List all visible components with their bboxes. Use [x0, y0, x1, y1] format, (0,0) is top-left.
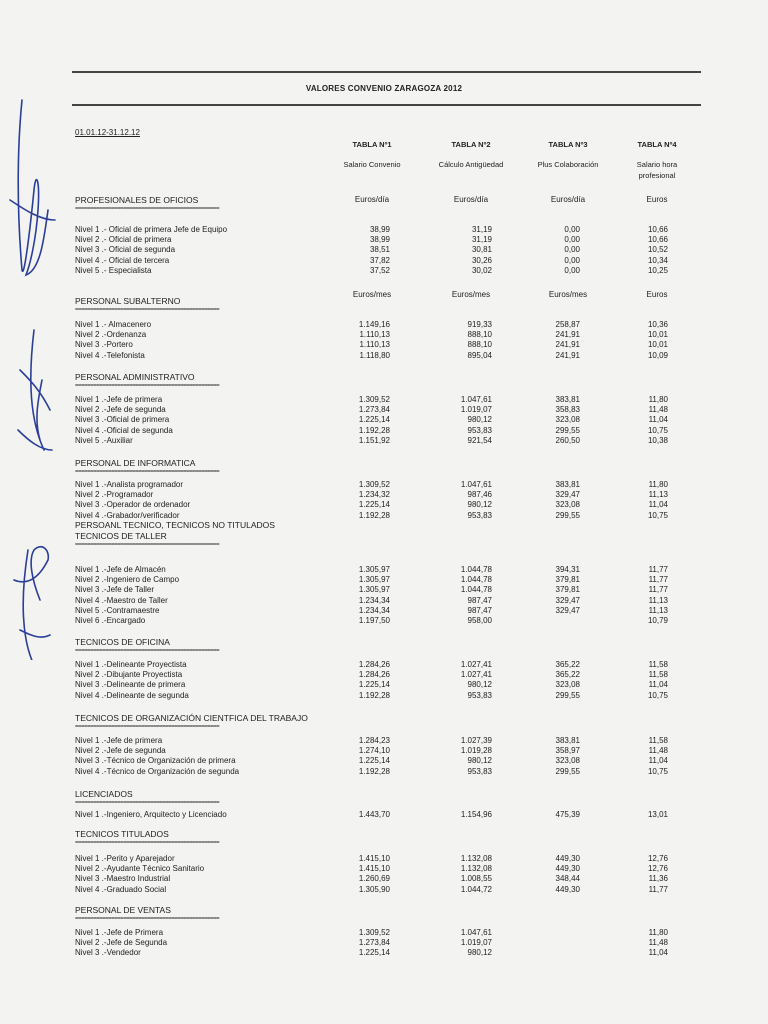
calculo-antiguedad-value: 888,10: [467, 330, 492, 340]
table-row: [0, 405, 768, 415]
salario-hora-value: 11,04: [648, 756, 668, 766]
section-separator: ================================================: [75, 840, 220, 846]
table-row: [0, 480, 768, 490]
plus-colaboracion-value: 0,00: [564, 255, 580, 265]
salario-convenio-value: 1.151,92: [358, 435, 390, 445]
calculo-antiguedad-value: 1.027,41: [460, 660, 492, 669]
table-row: [0, 810, 768, 820]
table-row: [0, 340, 768, 350]
row-label: Nivel 1 .-Ingeniero, Arquitecto y Licenciado: [75, 810, 227, 819]
period-label: 01.01.12-31.12.12: [75, 128, 140, 137]
row-label: Nivel 4 .-Grabador/verificador: [75, 510, 180, 520]
row-label: Nivel 6 .-Encargado: [75, 616, 146, 625]
table-row: [0, 606, 768, 616]
table-row: [0, 565, 768, 575]
calculo-antiguedad-value: 31,19: [471, 235, 492, 245]
plus-colaboracion-value: 299,55: [555, 425, 580, 435]
plus-colaboracion-value: 449,30: [555, 854, 580, 863]
table-row: [0, 266, 768, 276]
row-label: Nivel 2 .-Ordenanza: [75, 330, 147, 340]
plus-colaboracion-value: 241,91: [555, 350, 580, 360]
section-title: TECNICOS TITULADOS: [75, 829, 169, 839]
section-separator: ================================================: [75, 307, 220, 313]
salario-hora-value: 11,77: [648, 565, 668, 574]
row-label: Nivel 4 .-Maestro de Taller: [75, 595, 168, 605]
row-label: Nivel 1 .- Oficial de primera Jefe de Equipo: [75, 225, 228, 234]
salario-convenio-value: 38,99: [369, 235, 390, 245]
table-row: [0, 938, 768, 948]
plus-colaboracion-value: 241,91: [555, 340, 580, 350]
salario-convenio-value: 37,52: [369, 265, 390, 275]
table-row: [0, 235, 768, 245]
table-row: [0, 330, 768, 340]
salario-hora-value: 11,48: [648, 405, 668, 415]
plus-colaboracion-value: 475,39: [555, 810, 580, 819]
salario-convenio-value: 1.192,28: [358, 510, 390, 520]
salario-hora-value: 10,66: [647, 225, 668, 234]
table-row: [0, 320, 768, 330]
salario-hora-value: 11,13: [648, 490, 668, 500]
salario-convenio-value: 1.284,23: [358, 736, 390, 745]
salario-convenio-value: 1.225,14: [358, 756, 390, 766]
calculo-antiguedad-value: 1.132,08: [460, 854, 492, 863]
table-row: [0, 948, 768, 958]
salario-convenio-value: 1.192,28: [358, 766, 390, 776]
salario-hora-value: 10,01: [647, 330, 668, 340]
unit-month-4: Euros: [646, 290, 668, 299]
calculo-antiguedad-value: 953,83: [467, 766, 492, 776]
plus-colaboracion-value: 365,22: [555, 670, 580, 680]
salario-convenio-value: 1.443,70: [358, 810, 390, 819]
calculo-antiguedad-value: 1.019,07: [460, 405, 492, 415]
calculo-antiguedad-value: 1.019,28: [460, 746, 492, 756]
salario-convenio-value: 1.273,84: [358, 938, 390, 948]
table-row: [0, 616, 768, 626]
salario-convenio-value: 1.274,10: [358, 746, 390, 756]
plus-colaboracion-value: 449,30: [555, 884, 580, 894]
plus-colaboracion-value: 358,97: [555, 746, 580, 756]
row-label: Nivel 3 .-Maestro Industrial: [75, 874, 171, 884]
table-desc-4: Salario hora: [636, 160, 678, 169]
salario-hora-value: 11,77: [648, 575, 668, 585]
table-row: [0, 746, 768, 756]
calculo-antiguedad-value: 980,12: [467, 756, 492, 766]
calculo-antiguedad-value: 921,54: [467, 435, 492, 445]
table-header-4: TABLA Nº4: [637, 140, 677, 149]
calculo-antiguedad-value: 1.019,07: [460, 938, 492, 948]
salario-hora-value: 11,80: [648, 395, 668, 404]
row-label: Nivel 1 .-Jefe de Primera: [75, 928, 164, 937]
salario-hora-value: 10,75: [647, 510, 668, 520]
salario-hora-value: 11,13: [648, 605, 668, 615]
salario-hora-value: 11,77: [648, 884, 668, 894]
calculo-antiguedad-value: 30,02: [471, 265, 492, 275]
calculo-antiguedad-value: 1.044,78: [460, 585, 492, 595]
calculo-antiguedad-value: 30,26: [471, 255, 492, 265]
plus-colaboracion-value: 323,08: [555, 415, 580, 425]
plus-colaboracion-value: 0,00: [564, 235, 580, 245]
table-row: [0, 585, 768, 595]
calculo-antiguedad-value: 953,83: [467, 690, 492, 700]
plus-colaboracion-value: 348,44: [555, 874, 580, 884]
calculo-antiguedad-value: 31,19: [471, 225, 492, 234]
calculo-antiguedad-value: 1.132,08: [460, 864, 492, 874]
table-desc-3: Plus Colaboración: [537, 160, 599, 169]
table-desc-2: Cálculo Antigüedad: [438, 160, 504, 169]
table-row: [0, 854, 768, 864]
section-separator: ================================================: [75, 648, 220, 654]
plus-colaboracion-value: 258,87: [555, 320, 580, 329]
plus-colaboracion-value: 323,08: [555, 500, 580, 510]
salario-hora-value: 10,52: [647, 245, 668, 255]
calculo-antiguedad-value: 1.027,39: [460, 736, 492, 745]
table-row: [0, 500, 768, 510]
calculo-antiguedad-value: 1.047,61: [460, 480, 492, 489]
salario-convenio-value: 1.234,34: [358, 595, 390, 605]
salario-hora-value: 10,79: [647, 616, 668, 625]
salario-hora-value: 11,04: [648, 680, 668, 690]
plus-colaboracion-value: 358,83: [555, 405, 580, 415]
salario-convenio-value: 1.415,10: [358, 854, 390, 863]
salario-convenio-value: 1.284,26: [358, 670, 390, 680]
salario-hora-value: 11,77: [648, 585, 668, 595]
salario-convenio-value: 1.305,97: [358, 575, 390, 585]
calculo-antiguedad-value: 1.047,61: [460, 395, 492, 404]
salario-convenio-value: 1.234,34: [358, 605, 390, 615]
plus-colaboracion-value: 379,81: [555, 575, 580, 585]
table-row: [0, 351, 768, 361]
row-label: Nivel 1 .-Perito y Aparejador: [75, 854, 175, 863]
table-row: [0, 596, 768, 606]
table-row: [0, 490, 768, 500]
row-label: Nivel 4 .-Oficial de segunda: [75, 425, 173, 435]
row-label: Nivel 5 .-Contramaestre: [75, 605, 160, 615]
salario-convenio-value: 1.225,14: [358, 500, 390, 510]
salario-convenio-value: 1.149,16: [358, 320, 390, 329]
calculo-antiguedad-value: 1.154,96: [460, 810, 492, 819]
row-label: Nivel 3 .-Portero: [75, 340, 133, 350]
row-label: Nivel 5 .- Especialista: [75, 265, 152, 275]
section-title: TECNICOS DE ORGANIZACIÓN CIENTFICA DEL TRABAJO: [75, 713, 308, 723]
salario-hora-value: 10,01: [647, 340, 668, 350]
section-title: TECNICOS DE OFICINA: [75, 637, 170, 647]
salario-hora-value: 11,04: [648, 415, 668, 425]
table-row: [0, 680, 768, 690]
salario-hora-value: 11,58: [648, 736, 668, 745]
calculo-antiguedad-value: 987,47: [467, 595, 492, 605]
salario-hora-value: 11,58: [648, 670, 668, 680]
row-label: Nivel 1 .-Jefe de primera: [75, 736, 163, 745]
salario-convenio-value: 1.305,97: [358, 565, 390, 574]
calculo-antiguedad-value: 30,81: [471, 245, 492, 255]
row-label: Nivel 3 .-Jefe de Taller: [75, 585, 154, 595]
section-title: TECNICOS DE TALLER: [75, 531, 167, 541]
calculo-antiguedad-value: 987,46: [467, 490, 492, 500]
row-label: Nivel 1 .- Almacenero: [75, 320, 152, 329]
table-row: [0, 670, 768, 680]
table-row: [0, 756, 768, 766]
salario-convenio-value: 1.234,32: [358, 490, 390, 500]
salario-convenio-value: 1.225,14: [358, 680, 390, 690]
salario-convenio-value: 1.225,14: [358, 415, 390, 425]
salario-hora-value: 10,36: [647, 320, 668, 329]
salario-hora-value: 11,80: [648, 928, 668, 937]
section-title: LICENCIADOS: [75, 789, 133, 799]
plus-colaboracion-value: 449,30: [555, 864, 580, 874]
calculo-antiguedad-value: 980,12: [467, 500, 492, 510]
row-label: Nivel 2 .-Jefe de segunda: [75, 746, 166, 756]
plus-colaboracion-value: 379,81: [555, 585, 580, 595]
section-separator: ================================================: [75, 206, 220, 212]
table-row: [0, 225, 768, 235]
table-row: [0, 874, 768, 884]
salario-convenio-value: 37,82: [369, 255, 390, 265]
salario-hora-value: 10,75: [647, 690, 668, 700]
section-separator: ================================================: [75, 916, 220, 922]
section-title: PERSONAL SUBALTERNO: [75, 296, 181, 306]
plus-colaboracion-value: 299,55: [555, 766, 580, 776]
row-label: Nivel 3 .- Oficial de segunda: [75, 245, 176, 255]
salario-convenio-value: 38,99: [369, 225, 390, 234]
salario-hora-value: 11,04: [648, 500, 668, 510]
table-row: [0, 691, 768, 701]
salario-convenio-value: 38,51: [369, 245, 390, 255]
plus-colaboracion-value: 299,55: [555, 510, 580, 520]
calculo-antiguedad-value: 953,83: [467, 510, 492, 520]
plus-colaboracion-value: 323,08: [555, 756, 580, 766]
table-row: [0, 436, 768, 446]
plus-colaboracion-value: 0,00: [564, 245, 580, 255]
plus-colaboracion-value: 0,00: [564, 225, 580, 234]
row-label: Nivel 3 .-Vendedor: [75, 948, 141, 958]
salario-convenio-value: 1.110,13: [359, 330, 390, 340]
row-label: Nivel 3 .-Delineante de primera: [75, 680, 186, 690]
row-label: Nivel 4 .-Técnico de Organización de segunda: [75, 766, 240, 776]
unit-month-3: Euros/mes: [548, 290, 588, 299]
top-rule: [72, 71, 701, 73]
calculo-antiguedad-value: 953,83: [467, 425, 492, 435]
salario-convenio-value: 1.273,84: [358, 405, 390, 415]
calculo-antiguedad-value: 1.047,61: [460, 928, 492, 937]
row-label: Nivel 1 .-Delineante Proyectista: [75, 660, 187, 669]
salario-hora-value: 11,36: [648, 874, 668, 884]
row-label: Nivel 2 .-Jefe de segunda: [75, 405, 166, 415]
plus-colaboracion-value: 329,47: [555, 490, 580, 500]
unit-month-1: Euros/mes: [352, 290, 392, 299]
row-label: Nivel 5 .-Auxiliar: [75, 435, 133, 445]
section-separator: ================================================: [75, 469, 220, 475]
salario-convenio-value: 1.305,97: [358, 585, 390, 595]
section-title: PERSONAL DE VENTAS: [75, 905, 171, 915]
plus-colaboracion-value: 365,22: [555, 660, 580, 669]
table-desc-1: Salario Convenio: [343, 160, 401, 169]
salario-hora-value: 11,04: [648, 948, 668, 958]
section-title: PERSOANL TECNICO, TECNICOS NO TITULADOS: [75, 520, 275, 530]
row-label: Nivel 4 .-Graduado Social: [75, 884, 167, 894]
plus-colaboracion-value: 260,50: [555, 435, 580, 445]
calculo-antiguedad-value: 1.027,41: [460, 670, 492, 680]
salario-convenio-value: 1.284,26: [358, 660, 390, 669]
salario-hora-value: 13,01: [647, 810, 668, 819]
table-desc-4: profesional: [638, 171, 676, 180]
plus-colaboracion-value: 329,47: [555, 595, 580, 605]
table-header-3: TABLA Nº3: [548, 140, 588, 149]
salario-convenio-value: 1.197,50: [358, 616, 390, 625]
title-rule: [72, 104, 701, 106]
plus-colaboracion-value: 394,31: [555, 565, 580, 574]
row-label: Nivel 4 .-Delineante de segunda: [75, 690, 189, 700]
salario-convenio-value: 1.192,28: [358, 690, 390, 700]
salario-hora-value: 10,34: [647, 255, 668, 265]
table-row: [0, 736, 768, 746]
salario-convenio-value: 1.309,52: [358, 928, 390, 937]
plus-colaboracion-value: 329,47: [555, 605, 580, 615]
table-header-2: TABLA Nº2: [451, 140, 491, 149]
salario-hora-value: 10,66: [647, 235, 668, 245]
salario-convenio-value: 1.110,13: [359, 340, 390, 350]
row-label: Nivel 2 .-Ayudante Técnico Sanitario: [75, 864, 205, 874]
salario-hora-value: 10,09: [647, 350, 668, 360]
calculo-antiguedad-value: 980,12: [467, 948, 492, 958]
salario-hora-value: 11,48: [648, 938, 668, 948]
plus-colaboracion-value: 383,81: [555, 480, 580, 489]
section-separator: ================================================: [75, 724, 220, 730]
table-row: [0, 660, 768, 670]
table-row: [0, 767, 768, 777]
salario-convenio-value: 1.118,80: [359, 350, 390, 360]
row-label: Nivel 2 .-Dibujante Proyectista: [75, 670, 183, 680]
calculo-antiguedad-value: 919,33: [467, 320, 492, 329]
section-separator: ================================================: [75, 800, 220, 806]
salario-convenio-value: 1.260,69: [358, 874, 390, 884]
section-separator: ================================================: [75, 542, 220, 548]
salario-hora-value: 11,48: [648, 746, 668, 756]
unit-day-1: Euros/día: [354, 195, 390, 204]
salario-hora-value: 12,76: [647, 854, 668, 863]
section-title: PERSONAL DE INFORMATICA: [75, 458, 196, 468]
unit-month-2: Euros/mes: [451, 290, 491, 299]
plus-colaboracion-value: 0,00: [564, 265, 580, 275]
row-label: Nivel 2 .-Ingeniero de Campo: [75, 575, 180, 585]
salario-convenio-value: 1.415,10: [358, 864, 390, 874]
plus-colaboracion-value: 383,81: [555, 395, 580, 404]
table-row: [0, 885, 768, 895]
table-row: [0, 395, 768, 405]
unit-day-4: Euros: [646, 195, 668, 204]
calculo-antiguedad-value: 980,12: [467, 680, 492, 690]
table-row: [0, 256, 768, 266]
section-separator: ================================================: [75, 383, 220, 389]
salario-hora-value: 10,38: [647, 435, 668, 445]
salario-hora-value: 11,13: [648, 595, 668, 605]
calculo-antiguedad-value: 1.008,55: [460, 874, 492, 884]
salario-convenio-value: 1.192,28: [358, 425, 390, 435]
row-label: Nivel 3 .-Técnico de Organización de primera: [75, 756, 236, 766]
salario-convenio-value: 1.309,52: [358, 395, 390, 404]
row-label: Nivel 3 .-Oficial de primera: [75, 415, 170, 425]
calculo-antiguedad-value: 958,00: [467, 616, 492, 625]
handwritten-signatures: [0, 80, 70, 660]
row-label: Nivel 4 .- Oficial de tercera: [75, 255, 170, 265]
salario-convenio-value: 1.309,52: [358, 480, 390, 489]
calculo-antiguedad-value: 888,10: [467, 340, 492, 350]
calculo-antiguedad-value: 1.044,78: [460, 565, 492, 574]
calculo-antiguedad-value: 987,47: [467, 605, 492, 615]
salario-hora-value: 10,75: [647, 766, 668, 776]
plus-colaboracion-value: 383,81: [555, 736, 580, 745]
section-title: PERSONAL ADMINISTRATIVO: [75, 372, 195, 382]
section-title: PROFESIONALES DE OFICIOS: [75, 195, 199, 205]
row-label: Nivel 4 .-Telefonista: [75, 350, 145, 360]
salario-hora-value: 10,25: [647, 265, 668, 275]
unit-day-2: Euros/día: [453, 195, 489, 204]
salario-hora-value: 11,58: [648, 660, 668, 669]
table-row: [0, 415, 768, 425]
row-label: Nivel 3 .-Operador de ordenador: [75, 500, 191, 510]
table-header-1: TABLA Nº1: [352, 140, 392, 149]
calculo-antiguedad-value: 895,04: [467, 350, 492, 360]
table-row: [0, 928, 768, 938]
salario-hora-value: 12,76: [647, 864, 668, 874]
plus-colaboracion-value: 323,08: [555, 680, 580, 690]
salario-convenio-value: 1.305,90: [358, 884, 390, 894]
row-label: Nivel 2 .-Programador: [75, 490, 154, 500]
table-row: [0, 426, 768, 436]
salario-hora-value: 10,75: [647, 425, 668, 435]
page-title: VALORES CONVENIO ZARAGOZA 2012: [305, 84, 463, 93]
plus-colaboracion-value: 241,91: [555, 330, 580, 340]
row-label: Nivel 2 .- Oficial de primera: [75, 235, 172, 245]
salario-convenio-value: 1.225,14: [358, 948, 390, 958]
calculo-antiguedad-value: 1.044,72: [460, 884, 492, 894]
table-row: [0, 575, 768, 585]
row-label: Nivel 2 .-Jefe de Segunda: [75, 938, 168, 948]
salario-hora-value: 11,80: [648, 480, 668, 489]
row-label: Nivel 1 .-Jefe de Almacén: [75, 565, 166, 574]
unit-day-3: Euros/día: [550, 195, 586, 204]
table-row: [0, 245, 768, 255]
plus-colaboracion-value: 299,55: [555, 690, 580, 700]
calculo-antiguedad-value: 1.044,78: [460, 575, 492, 585]
table-row: [0, 864, 768, 874]
row-label: Nivel 1 .-Jefe de primera: [75, 395, 163, 404]
calculo-antiguedad-value: 980,12: [467, 415, 492, 425]
row-label: Nivel 1 .-Analista programador: [75, 480, 184, 489]
